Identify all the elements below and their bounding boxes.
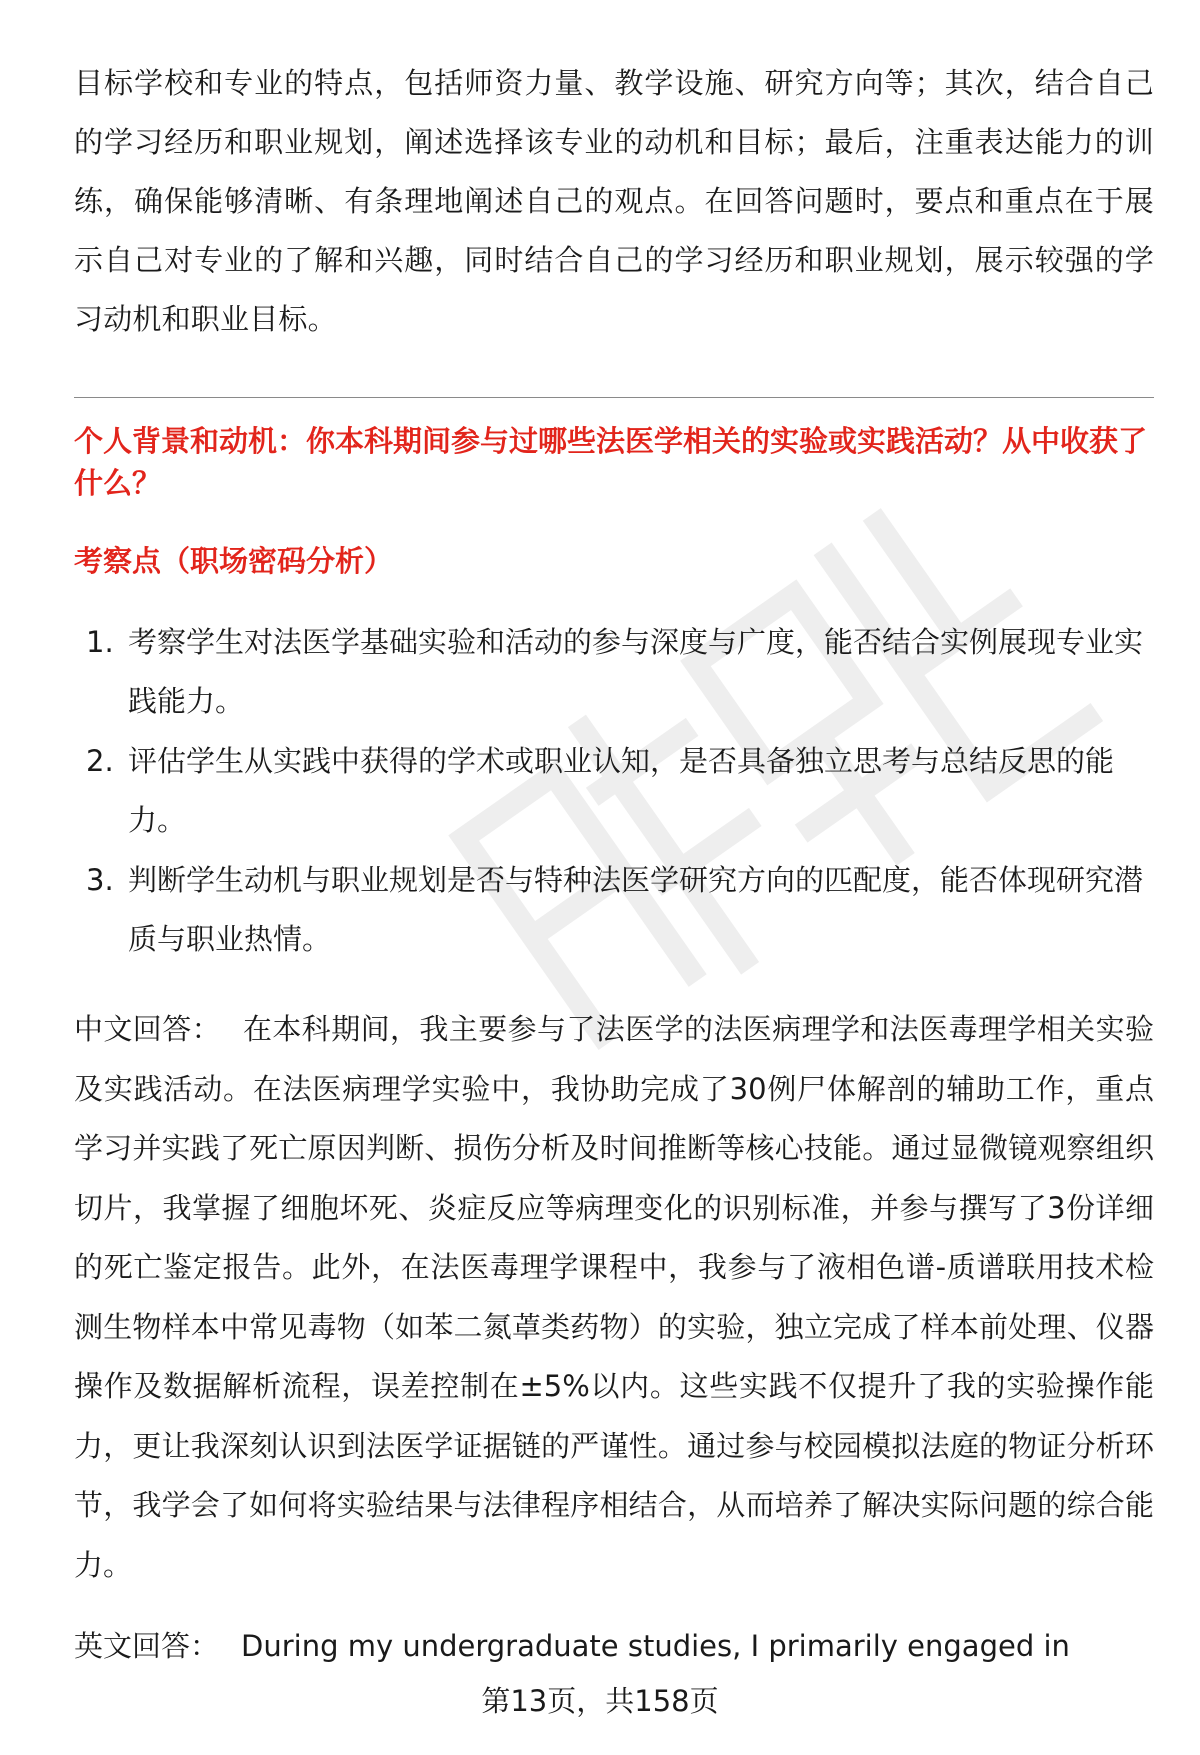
english-answer-text: During my undergraduate studies, I primarily engaged in xyxy=(241,1629,1070,1663)
section-divider xyxy=(74,397,1154,398)
chinese-answer xyxy=(74,1000,1154,1595)
point-number: 1. xyxy=(86,625,114,659)
point-text: 考察学生对法医学基础实验和活动的参与深度与广度，能否结合实例展现专业实践能力。 xyxy=(128,625,1144,718)
chinese-answer-text: 在本科期间，我主要参与了法医学的法医病理学和法医毒理学相关实验及实践活动。在法医病理学实验中，我协助完成了30例尸体解剖的辅助工作，重点学习并实践了死亡原因判断、损伤分析及时间推断等核心技能。通过显微镜观察组织切片，我掌握了细胞坏死、炎症反应等病理变化的识别标准，并参与撰写了3份详细的死亡鉴定报告。此外，在法医毒理学课程中，我参与了液相色谱-质谱联用技术检测生物样本中常见毒物（如苯二氮䓬类药物）的实验，独立完成了样本前处理、仪器操作及数据解析流程，误差控制在±5%以内。这些实践不仅提升了我的实验操作能力，更让我深刻认识到法医学证据链的严谨性。通过参与校园模拟法庭的物证分析环节，我学会了如何将实验结果与法律程序相结合，从而培养了解决实际问题的综合能力。 xyxy=(74,1012,1154,1582)
point-number: 3. xyxy=(86,863,114,897)
chinese-answer-label: 中文回答： xyxy=(74,1012,221,1046)
assessment-heading: 考察点（职场密码分析） xyxy=(74,544,394,578)
point-text: 判断学生动机与职业规划是否与特种法医学研究方向的匹配度，能否体现研究潜质与职业热情。 xyxy=(128,863,1144,956)
english-answer-label: 英文回答： xyxy=(74,1629,220,1663)
page-footer: 第13页，共158页 xyxy=(481,1684,719,1718)
assessment-point xyxy=(74,851,1154,969)
point-text: 评估学生从实践中获得的学术或职业认知，是否具备独立思考与总结反思的能力。 xyxy=(128,744,1115,837)
english-answer xyxy=(74,1625,1154,1667)
point-number: 2. xyxy=(86,744,114,778)
intro-section xyxy=(74,54,1154,349)
assessment-points-list xyxy=(74,613,1154,970)
assessment-point xyxy=(74,613,1154,731)
question-heading: 个人背景和动机：你本科期间参与过哪些法医学相关的实验或实践活动？从中收获了什么？ xyxy=(74,424,1148,500)
intro-paragraph: 目标学校和专业的特点，包括师资力量、教学设施、研究方向等；其次，结合自己的学习经历和职业规划，阐述选择该专业的动机和目标；最后，注重表达能力的训练，确保能够清晰、有条理地阐述自己的观点。在回答问题时，要点和重点在于展示自己对专业的了解和兴趣，同时结合自己的学习经历和职业规划，展示较强的学习动机和职业目标。 xyxy=(74,66,1154,336)
assessment-point xyxy=(74,732,1154,850)
